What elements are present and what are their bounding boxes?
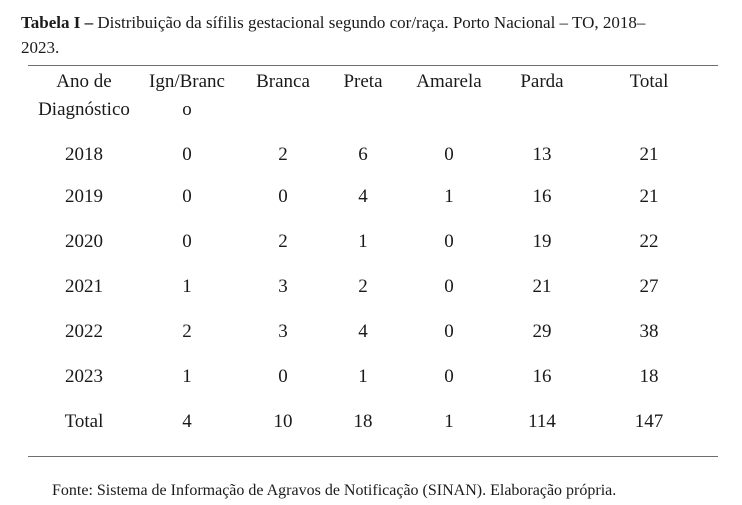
- header-amarela: Amarela: [416, 71, 482, 92]
- cell-total: 21: [639, 144, 659, 165]
- cell-total: 38: [639, 320, 659, 342]
- table-caption: [21, 10, 661, 60]
- cell-year: Total: [64, 410, 104, 432]
- table-row: [28, 309, 718, 354]
- cell-ign-branco: 1: [182, 275, 192, 297]
- cell-ign-branco: 4: [182, 410, 192, 432]
- cell-year: 2022: [65, 320, 103, 342]
- cell-amarela: 0: [444, 230, 454, 252]
- table-row: [28, 219, 718, 264]
- cell-total: 18: [639, 365, 659, 387]
- cell-preta: 2: [358, 275, 368, 297]
- header-branca: Branca: [256, 71, 310, 92]
- data-table: [28, 66, 718, 444]
- cell-parda: 21: [532, 275, 552, 297]
- cell-branca: 10: [273, 410, 293, 432]
- cell-year: 2021: [65, 275, 103, 297]
- cell-year: 2019: [65, 185, 103, 207]
- table-total-row: [28, 399, 718, 444]
- cell-amarela: 1: [444, 185, 454, 207]
- table-row: [28, 264, 718, 309]
- cell-parda: 29: [532, 320, 552, 342]
- header-preta: Preta: [343, 71, 383, 92]
- cell-preta: 1: [358, 230, 368, 252]
- cell-preta: 18: [353, 410, 373, 432]
- cell-parda: 13: [532, 144, 552, 165]
- header-ign-branco: [140, 66, 234, 136]
- caption-text: Distribuição da sífilis gestacional segundo cor/raça. Porto Nacional – TO, 2018–2023.: [21, 13, 646, 57]
- cell-branca: 0: [278, 365, 288, 387]
- header-total: Total: [629, 71, 669, 92]
- cell-ign-branco: 2: [182, 320, 192, 342]
- cell-ign-branco: 0: [182, 144, 192, 165]
- cell-branca: 2: [278, 144, 288, 165]
- cell-year: 2018: [65, 144, 103, 165]
- header-year-line-1: Ano de: [56, 71, 112, 92]
- cell-preta: 4: [358, 185, 368, 207]
- cell-amarela: 0: [444, 365, 454, 387]
- cell-amarela: 1: [444, 410, 454, 432]
- cell-parda: 16: [532, 365, 552, 387]
- header-row: [28, 66, 718, 136]
- cell-preta: 6: [358, 144, 368, 165]
- cell-amarela: 0: [444, 144, 454, 165]
- source-footnote: Fonte: Sistema de Informação de Agravos de Notificação (SINAN). Elaboração própria.: [52, 482, 617, 499]
- cell-ign-branco: 1: [182, 365, 192, 387]
- cell-parda: 16: [532, 185, 552, 207]
- cell-total: 147: [634, 410, 664, 432]
- table-row: [28, 174, 718, 219]
- cell-preta: 4: [358, 320, 368, 342]
- caption-label: Tabela I –: [21, 13, 94, 32]
- header-ign-line-2: o: [182, 99, 192, 120]
- cell-branca: 2: [278, 230, 288, 252]
- cell-parda: 114: [528, 410, 556, 432]
- cell-parda: 19: [532, 230, 552, 252]
- table-row: [28, 354, 718, 399]
- cell-amarela: 0: [444, 320, 454, 342]
- table-row: [28, 136, 718, 174]
- cell-branca: 0: [278, 185, 288, 207]
- cell-ign-branco: 0: [182, 185, 192, 207]
- cell-year: 2023: [65, 365, 103, 387]
- cell-ign-branco: 0: [182, 230, 192, 252]
- header-ign-line-1: Ign/Branc: [149, 71, 225, 92]
- cell-year: 2020: [65, 230, 103, 252]
- cell-total: 21: [639, 185, 659, 207]
- cell-branca: 3: [278, 275, 288, 297]
- header-parda: Parda: [520, 71, 564, 92]
- header-year: [28, 66, 140, 136]
- header-year-line-2: Diagnóstico: [38, 99, 130, 120]
- cell-total: 27: [639, 275, 659, 297]
- cell-total: 22: [639, 230, 659, 252]
- table-bottom-rule: [28, 456, 718, 457]
- cell-branca: 3: [278, 320, 288, 342]
- cell-amarela: 0: [444, 275, 454, 297]
- cell-preta: 1: [358, 365, 368, 387]
